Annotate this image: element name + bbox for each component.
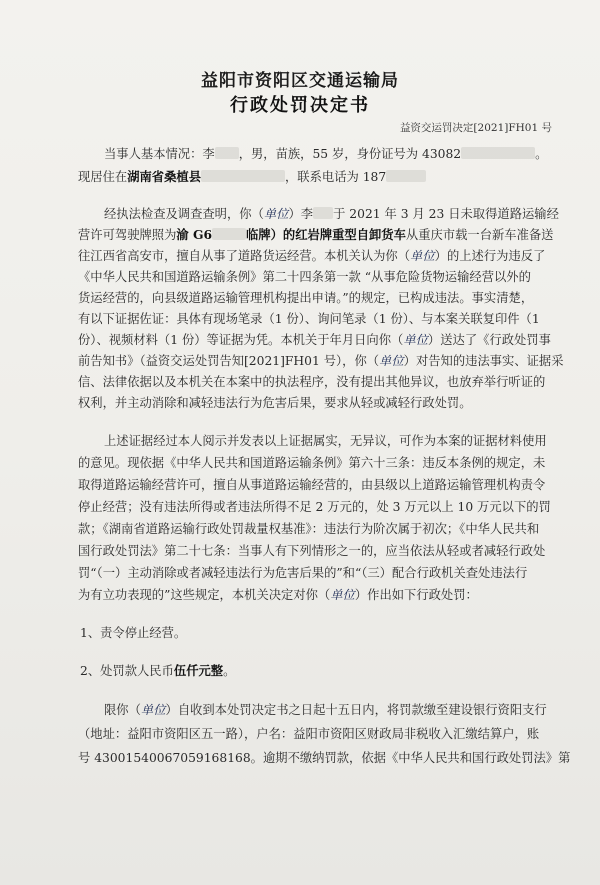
text-segment: 《中华人民共和国道路运输条例》第二十四条第一款 “从事危险货物运输经营以外的 bbox=[78, 270, 531, 284]
text-segment: 渝 G6 bbox=[176, 227, 213, 242]
text-segment: 信、法律依据以及本机关在本案中的执法程序，没有提出其他异议，也放弃举行听证的 bbox=[78, 375, 546, 389]
text-segment: 的意见。现依据《中华人民共和国道路运输条例》第六十三条：违反本条例的规定，未 bbox=[78, 456, 546, 470]
text-segment: 临牌）的红岩牌重型自卸货车 bbox=[246, 227, 406, 242]
text-line bbox=[78, 543, 545, 559]
text-segment: ）送达了《行政处罚事 bbox=[427, 333, 551, 347]
text-segment: 权利，并主动消除和减轻违法行为危害后果，要求从轻或减轻行政处罚。 bbox=[78, 396, 472, 410]
redaction-mask bbox=[386, 170, 426, 182]
text-segment: 款；《湖南省道路运输行政处罚裁量权基准》：违法行为阶次属于初次；《中华人民共和 bbox=[78, 522, 540, 536]
text-line bbox=[78, 311, 540, 327]
text-line bbox=[78, 248, 545, 264]
text-segment: 湖南省桑植县 bbox=[127, 169, 201, 184]
handwritten-correction: 单位 bbox=[379, 354, 404, 368]
text-line bbox=[78, 587, 478, 603]
text-line bbox=[78, 395, 472, 411]
redaction-mask bbox=[212, 228, 246, 240]
text-line bbox=[78, 455, 545, 471]
redaction-mask bbox=[313, 207, 333, 219]
text-line bbox=[78, 565, 527, 581]
text-segment: 有以下证据佐证：具体有现场笔录（1 份）、询问笔录（1 份）、与本案关联复印件（1 bbox=[78, 312, 540, 326]
text-segment: 经执法检查及调查查明，你（ bbox=[104, 207, 264, 221]
text-line bbox=[104, 206, 559, 222]
text-line bbox=[104, 702, 547, 718]
text-segment: ，联系电话为 187 bbox=[285, 170, 387, 184]
text-segment: 货运经营的，向县级道路运输管理机构提出申请。”的规定，已构成违法。事实清楚， bbox=[78, 291, 534, 305]
text-segment: 停止经营；没有违法所得或者违法所得不足 2 万元的，处 3 万元以上 10 万元以下的罚 bbox=[78, 500, 551, 514]
text-segment: 1、责令停止经营。 bbox=[80, 626, 187, 640]
text-line bbox=[78, 290, 533, 306]
text-line bbox=[78, 726, 539, 742]
text-segment: 往江西省高安市，擅自从事了道路货运经营。本机关认为你（ bbox=[78, 249, 411, 263]
handwritten-correction: 单位 bbox=[263, 207, 289, 221]
handwritten-correction: 单位 bbox=[403, 333, 428, 347]
text-segment: 为有立功表现的”这些规定，本机关决定对你（ bbox=[78, 588, 331, 602]
text-line bbox=[80, 663, 235, 679]
redaction-mask bbox=[461, 147, 535, 159]
text-line bbox=[104, 433, 547, 449]
text-line bbox=[78, 374, 545, 390]
text-segment: 从重庆市载一台新车准备送 bbox=[405, 228, 554, 242]
text-segment: 号 43001540067059168168。逾期不缴纳罚款，依据《中华人民共和国行政处罚法》第 bbox=[78, 751, 571, 765]
handwritten-correction: 单位 bbox=[330, 588, 355, 602]
document-title: 行政处罚决定书 bbox=[230, 95, 370, 116]
text-line bbox=[78, 477, 545, 493]
text-line bbox=[78, 227, 553, 243]
text-segment: 。 bbox=[223, 664, 236, 678]
redaction-mask bbox=[215, 147, 239, 159]
text-segment: 限你（ bbox=[104, 703, 141, 717]
text-segment: ）作出如下行政处罚： bbox=[354, 588, 478, 602]
text-line bbox=[80, 625, 186, 641]
text-segment: ）李 bbox=[288, 207, 314, 221]
text-segment: ）自收到本处罚决定书之日起十五日内，将罚款缴至建设银行资阳支行 bbox=[165, 703, 547, 717]
text-segment: 上述证据经过本人阅示并发表以上证据属实，无异议，可作为本案的证据材料使用 bbox=[104, 434, 547, 448]
text-segment: 于 2021 年 3 月 23 日未取得道路运输经 bbox=[333, 207, 559, 221]
text-segment: ，男，苗族，55 岁，身份证号为 43082 bbox=[238, 147, 462, 161]
text-segment: 罚“（一）主动消除或者减轻违法行为危害后果的”和“（三）配合行政机关查处违法行 bbox=[78, 566, 528, 580]
text-segment: 当事人基本情况：李 bbox=[104, 147, 215, 161]
document-number: 益资交运罚决定[2021]FH01 号 bbox=[399, 122, 552, 134]
redaction-mask bbox=[201, 170, 285, 182]
text-line bbox=[104, 146, 547, 162]
text-segment: 份）、视频材料（1 份）等证据为凭。本机关于年月日向你（ bbox=[78, 333, 404, 347]
text-segment: 。 bbox=[535, 147, 548, 161]
text-segment: 取得道路运输经营许可，擅自从事道路运输经营的，由县级以上道路运输管理机构责令 bbox=[78, 478, 546, 492]
handwritten-correction: 单位 bbox=[410, 249, 435, 263]
text-segment: （地址：益阳市资阳区五一路），户名：益阳市资阳区财政局非税收入汇缴结算户，账 bbox=[78, 727, 540, 741]
handwritten-correction: 单位 bbox=[140, 703, 166, 717]
text-line bbox=[78, 169, 426, 185]
text-line bbox=[78, 521, 539, 537]
text-segment: ）对告知的违法事实、证据采 bbox=[403, 354, 564, 368]
text-segment: 国行政处罚法》第二十七条：当事人有下列情形之一的，应当依法从轻或者减轻行政处 bbox=[78, 544, 546, 558]
text-segment: 前告知书》（益资交运处罚告知[2021]FH01 号），你（ bbox=[78, 354, 380, 368]
text-line bbox=[78, 332, 551, 348]
text-line bbox=[78, 269, 531, 285]
text-segment: 2、处罚款人民币 bbox=[80, 664, 174, 678]
issuing-authority: 益阳市资阳区交通运输局 bbox=[201, 71, 399, 91]
text-segment: 营许可驾驶牌照为 bbox=[78, 228, 177, 242]
text-segment: ）的上述行为违反了 bbox=[434, 249, 546, 263]
text-line bbox=[78, 353, 564, 369]
text-segment: 现居住在 bbox=[78, 170, 128, 184]
text-segment: 伍仟元整 bbox=[173, 663, 224, 678]
text-line bbox=[78, 499, 551, 515]
text-line bbox=[78, 750, 570, 766]
